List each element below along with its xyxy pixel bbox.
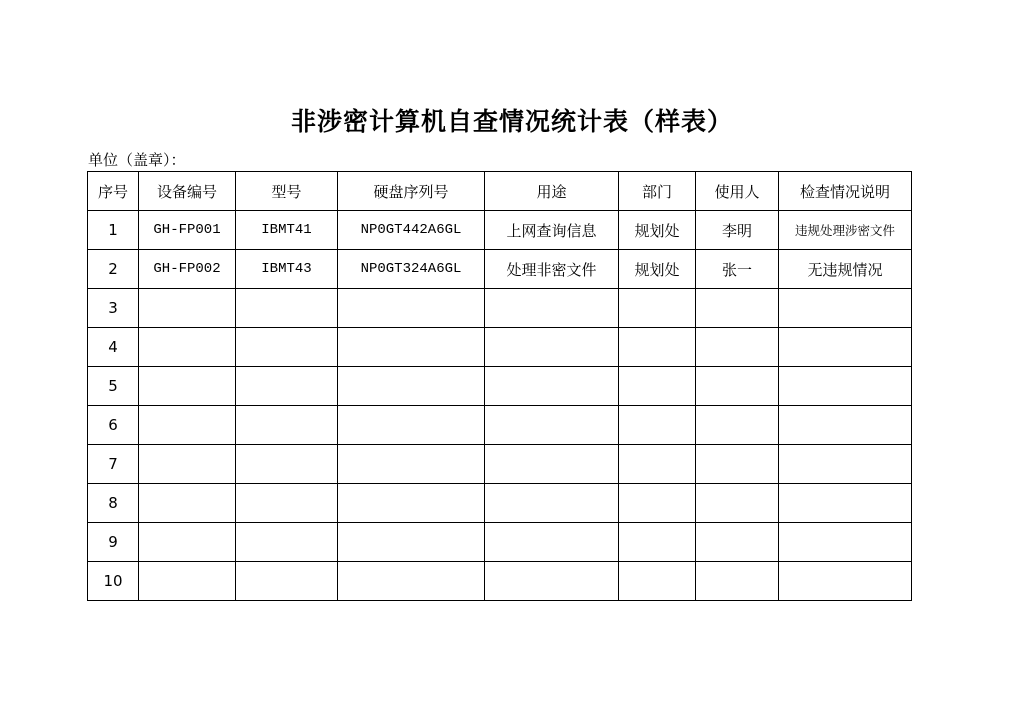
table-row bbox=[88, 562, 912, 601]
cell-disk-serial bbox=[338, 562, 485, 601]
cell-serial-number: 6 bbox=[88, 406, 139, 445]
cell-department bbox=[619, 562, 696, 601]
table-row bbox=[88, 367, 912, 406]
cell-department: 规划处 bbox=[619, 211, 696, 250]
cell-purpose bbox=[485, 289, 619, 328]
cell-serial-number: 8 bbox=[88, 484, 139, 523]
cell-device-id: GH-FP001 bbox=[139, 211, 236, 250]
cell-purpose: 上网查询信息 bbox=[485, 211, 619, 250]
cell-purpose bbox=[485, 562, 619, 601]
cell-disk-serial bbox=[338, 523, 485, 562]
cell-disk-serial bbox=[338, 328, 485, 367]
cell-inspection-notes: 无违规情况 bbox=[779, 250, 912, 289]
cell-department bbox=[619, 523, 696, 562]
cell-user bbox=[696, 445, 779, 484]
cell-purpose bbox=[485, 445, 619, 484]
cell-device-id bbox=[139, 445, 236, 484]
header-serial-number: 序号 bbox=[88, 172, 139, 211]
cell-serial-number: 2 bbox=[88, 250, 139, 289]
cell-disk-serial bbox=[338, 367, 485, 406]
table-row bbox=[88, 445, 912, 484]
cell-department: 规划处 bbox=[619, 250, 696, 289]
cell-inspection-notes bbox=[779, 328, 912, 367]
cell-inspection-notes bbox=[779, 523, 912, 562]
cell-purpose bbox=[485, 523, 619, 562]
cell-user bbox=[696, 367, 779, 406]
cell-disk-serial bbox=[338, 484, 485, 523]
cell-user: 张一 bbox=[696, 250, 779, 289]
cell-user bbox=[696, 523, 779, 562]
cell-inspection-notes bbox=[779, 289, 912, 328]
cell-device-id bbox=[139, 406, 236, 445]
cell-department bbox=[619, 289, 696, 328]
cell-purpose bbox=[485, 406, 619, 445]
cell-serial-number: 7 bbox=[88, 445, 139, 484]
cell-serial-number: 5 bbox=[88, 367, 139, 406]
cell-department bbox=[619, 406, 696, 445]
cell-device-id bbox=[139, 562, 236, 601]
cell-department bbox=[619, 445, 696, 484]
cell-department bbox=[619, 367, 696, 406]
cell-user bbox=[696, 289, 779, 328]
table-row bbox=[88, 211, 912, 250]
cell-inspection-notes bbox=[779, 445, 912, 484]
cell-serial-number: 9 bbox=[88, 523, 139, 562]
cell-disk-serial: NP0GT442A6GL bbox=[338, 211, 485, 250]
cell-inspection-notes: 违规处理涉密文件 bbox=[779, 211, 912, 250]
header-model: 型号 bbox=[236, 172, 338, 211]
cell-device-id bbox=[139, 328, 236, 367]
table-header-row bbox=[88, 172, 912, 211]
cell-purpose bbox=[485, 367, 619, 406]
cell-model bbox=[236, 562, 338, 601]
cell-inspection-notes bbox=[779, 484, 912, 523]
cell-serial-number: 10 bbox=[88, 562, 139, 601]
cell-disk-serial: NP0GT324A6GL bbox=[338, 250, 485, 289]
cell-disk-serial bbox=[338, 406, 485, 445]
cell-device-id: GH-FP002 bbox=[139, 250, 236, 289]
cell-user bbox=[696, 328, 779, 367]
header-purpose: 用途 bbox=[485, 172, 619, 211]
header-inspection-notes: 检查情况说明 bbox=[779, 172, 912, 211]
cell-model bbox=[236, 328, 338, 367]
cell-user bbox=[696, 406, 779, 445]
cell-model bbox=[236, 484, 338, 523]
table-row bbox=[88, 289, 912, 328]
cell-disk-serial bbox=[338, 289, 485, 328]
cell-purpose bbox=[485, 328, 619, 367]
cell-inspection-notes bbox=[779, 406, 912, 445]
cell-inspection-notes bbox=[779, 367, 912, 406]
cell-serial-number: 1 bbox=[88, 211, 139, 250]
cell-disk-serial bbox=[338, 445, 485, 484]
cell-model bbox=[236, 367, 338, 406]
cell-model bbox=[236, 289, 338, 328]
table-row bbox=[88, 523, 912, 562]
table-row bbox=[88, 250, 912, 289]
cell-device-id bbox=[139, 523, 236, 562]
cell-user bbox=[696, 484, 779, 523]
cell-model bbox=[236, 523, 338, 562]
header-disk-serial: 硬盘序列号 bbox=[338, 172, 485, 211]
cell-device-id bbox=[139, 484, 236, 523]
cell-inspection-notes bbox=[779, 562, 912, 601]
cell-serial-number: 4 bbox=[88, 328, 139, 367]
table-row bbox=[88, 328, 912, 367]
table-row bbox=[88, 484, 912, 523]
cell-purpose bbox=[485, 484, 619, 523]
cell-device-id bbox=[139, 289, 236, 328]
header-user: 使用人 bbox=[696, 172, 779, 211]
cell-department bbox=[619, 328, 696, 367]
header-device-id: 设备编号 bbox=[139, 172, 236, 211]
unit-seal-label: 单位（盖章）： bbox=[88, 151, 186, 169]
table-row bbox=[88, 406, 912, 445]
cell-model bbox=[236, 406, 338, 445]
cell-user bbox=[696, 562, 779, 601]
statistics-table bbox=[87, 171, 912, 601]
document-title: 非涉密计算机自查情况统计表（样表） bbox=[290, 107, 733, 136]
cell-device-id bbox=[139, 367, 236, 406]
cell-serial-number: 3 bbox=[88, 289, 139, 328]
cell-department bbox=[619, 484, 696, 523]
cell-model bbox=[236, 445, 338, 484]
cell-model: IBMT43 bbox=[236, 250, 338, 289]
cell-purpose: 处理非密文件 bbox=[485, 250, 619, 289]
cell-user: 李明 bbox=[696, 211, 779, 250]
header-department: 部门 bbox=[619, 172, 696, 211]
cell-model: IBMT41 bbox=[236, 211, 338, 250]
